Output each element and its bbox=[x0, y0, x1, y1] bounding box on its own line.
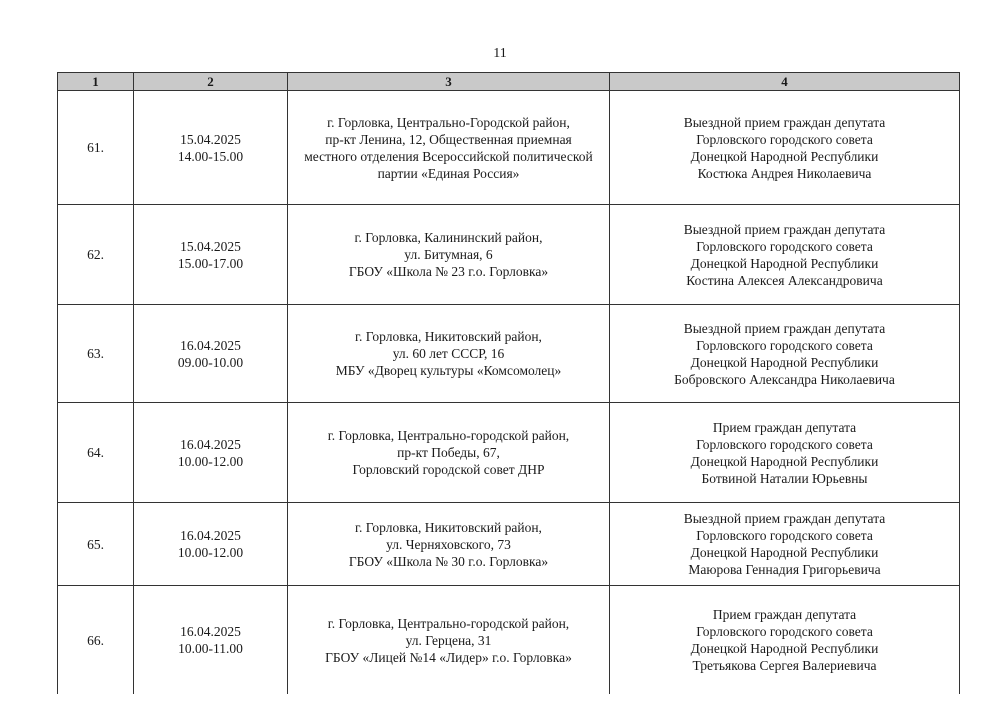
description-line: Выездной прием граждан депутата bbox=[683, 221, 886, 237]
description-cell bbox=[610, 586, 960, 695]
column-header-4: 4 bbox=[610, 73, 960, 91]
description-line: Донецкой Народной Республики bbox=[690, 354, 879, 370]
column-header-3: 3 bbox=[288, 73, 610, 91]
description-line: Горловского городского совета bbox=[696, 131, 873, 147]
description-line: Выездной прием граждан депутата bbox=[683, 511, 886, 526]
description-cell bbox=[610, 305, 960, 403]
place-line: г. Горловка, Калининский район, bbox=[354, 230, 543, 245]
place-line: ул. Черняховского, 73 bbox=[386, 536, 511, 552]
table-row bbox=[58, 403, 960, 503]
table-row bbox=[58, 586, 960, 695]
place-line: г. Горловка, Центрально-Городской район, bbox=[327, 114, 570, 130]
time: 10.00-12.00 bbox=[177, 545, 244, 560]
time: 09.00-10.00 bbox=[177, 354, 244, 370]
place-line: ГБОУ «Школа № 23 г.о. Горловка» bbox=[348, 264, 549, 279]
place-cell bbox=[288, 403, 610, 503]
description-cell bbox=[610, 503, 960, 586]
description-line: Бобровского Александра Николаевича bbox=[674, 371, 895, 387]
schedule-table bbox=[57, 72, 960, 694]
description-line: Третьякова Сергея Валериевича bbox=[692, 658, 877, 673]
date-time-cell bbox=[134, 503, 288, 586]
description-line: Горловского городского совета bbox=[696, 238, 873, 254]
description-line: Прием граждан депутата bbox=[712, 419, 857, 435]
description-line: Горловского городского совета bbox=[696, 337, 873, 353]
row-number: 66. bbox=[58, 586, 134, 695]
date-time-cell bbox=[134, 205, 288, 305]
time: 10.00-11.00 bbox=[178, 641, 243, 656]
place-cell bbox=[288, 205, 610, 305]
place-line: ул. 60 лет СССР, 16 bbox=[392, 346, 505, 361]
row-number: 63. bbox=[58, 305, 134, 403]
description-cell bbox=[610, 91, 960, 205]
table-row bbox=[58, 205, 960, 305]
column-header-1: 1 bbox=[58, 73, 134, 91]
place-line: г. Горловка, Центрально-городской район, bbox=[327, 428, 570, 443]
column-header-2: 2 bbox=[134, 73, 288, 91]
description-line: Костина Алексея Александровича bbox=[686, 272, 883, 288]
place-line: местного отделения Всероссийской политической bbox=[304, 148, 593, 164]
place-cell bbox=[288, 91, 610, 205]
description-line: Ботвиной Наталии Юрьевны bbox=[701, 470, 868, 486]
place-line: г. Горловка, Никитовский район, bbox=[355, 519, 542, 535]
place-line: ГБОУ «Лицей №14 «Лидер» г.о. Горловка» bbox=[325, 649, 572, 665]
place-line: г. Горловка, Никитовский район, bbox=[355, 329, 542, 344]
place-line: ул. Битумная, 6 bbox=[404, 247, 493, 262]
place-line: ГБОУ «Школа № 30 г.о. Горловка» bbox=[348, 553, 549, 569]
description-line: Донецкой Народной Республики bbox=[690, 148, 879, 164]
date-time-cell bbox=[134, 403, 288, 503]
date-time-cell bbox=[134, 91, 288, 205]
description-line: Прием граждан депутата bbox=[712, 607, 857, 622]
page-number: 11 bbox=[493, 46, 507, 61]
description-cell bbox=[610, 205, 960, 305]
date: 16.04.2025 bbox=[180, 337, 241, 353]
description-line: Горловского городского совета bbox=[696, 624, 873, 639]
place-line: Горловский городской совет ДНР bbox=[352, 462, 545, 477]
description-line: Донецкой Народной Республики bbox=[690, 641, 879, 656]
row-number: 65. bbox=[58, 503, 134, 586]
time: 14.00-15.00 bbox=[177, 148, 244, 164]
description-line: Выездной прием граждан депутата bbox=[683, 320, 886, 336]
date: 16.04.2025 bbox=[180, 528, 241, 543]
description-line: Горловского городского совета bbox=[696, 436, 873, 452]
date: 15.04.2025 bbox=[180, 131, 241, 147]
description-line: Донецкой Народной Республики bbox=[690, 255, 879, 271]
place-line: пр-кт Победы, 67, bbox=[397, 445, 500, 460]
description-line: Маюрова Геннадия Григорьевича bbox=[688, 562, 881, 577]
description-line: Донецкой Народной Республики bbox=[690, 453, 879, 469]
place-cell bbox=[288, 503, 610, 586]
place-cell bbox=[288, 586, 610, 695]
row-number: 61. bbox=[58, 91, 134, 205]
description-line: Горловского городского совета bbox=[696, 528, 873, 543]
description-line: Донецкой Народной Республики bbox=[690, 545, 879, 560]
table-row bbox=[58, 305, 960, 403]
time: 10.00-12.00 bbox=[177, 453, 244, 469]
table-row bbox=[58, 91, 960, 205]
place-cell bbox=[288, 305, 610, 403]
description-line: Выездной прием граждан депутата bbox=[683, 114, 886, 130]
place-line: партии «Единая Россия» bbox=[377, 165, 520, 181]
date: 16.04.2025 bbox=[180, 436, 241, 452]
description-line: Костюка Андрея Николаевича bbox=[697, 165, 872, 181]
date: 16.04.2025 bbox=[180, 624, 241, 639]
place-line: пр-кт Ленина, 12, Общественная приемная bbox=[325, 131, 572, 147]
row-number: 62. bbox=[58, 205, 134, 305]
date-time-cell bbox=[134, 586, 288, 695]
table-row bbox=[58, 503, 960, 586]
row-number: 64. bbox=[58, 403, 134, 503]
place-line: МБУ «Дворец культуры «Комсомолец» bbox=[335, 363, 562, 378]
place-line: г. Горловка, Центрально-городской район, bbox=[327, 615, 570, 631]
time: 15.00-17.00 bbox=[177, 255, 244, 271]
description-cell bbox=[610, 403, 960, 503]
date-time-cell bbox=[134, 305, 288, 403]
header-row bbox=[58, 73, 960, 91]
place-line: ул. Герцена, 31 bbox=[405, 632, 492, 648]
date: 15.04.2025 bbox=[180, 238, 241, 254]
